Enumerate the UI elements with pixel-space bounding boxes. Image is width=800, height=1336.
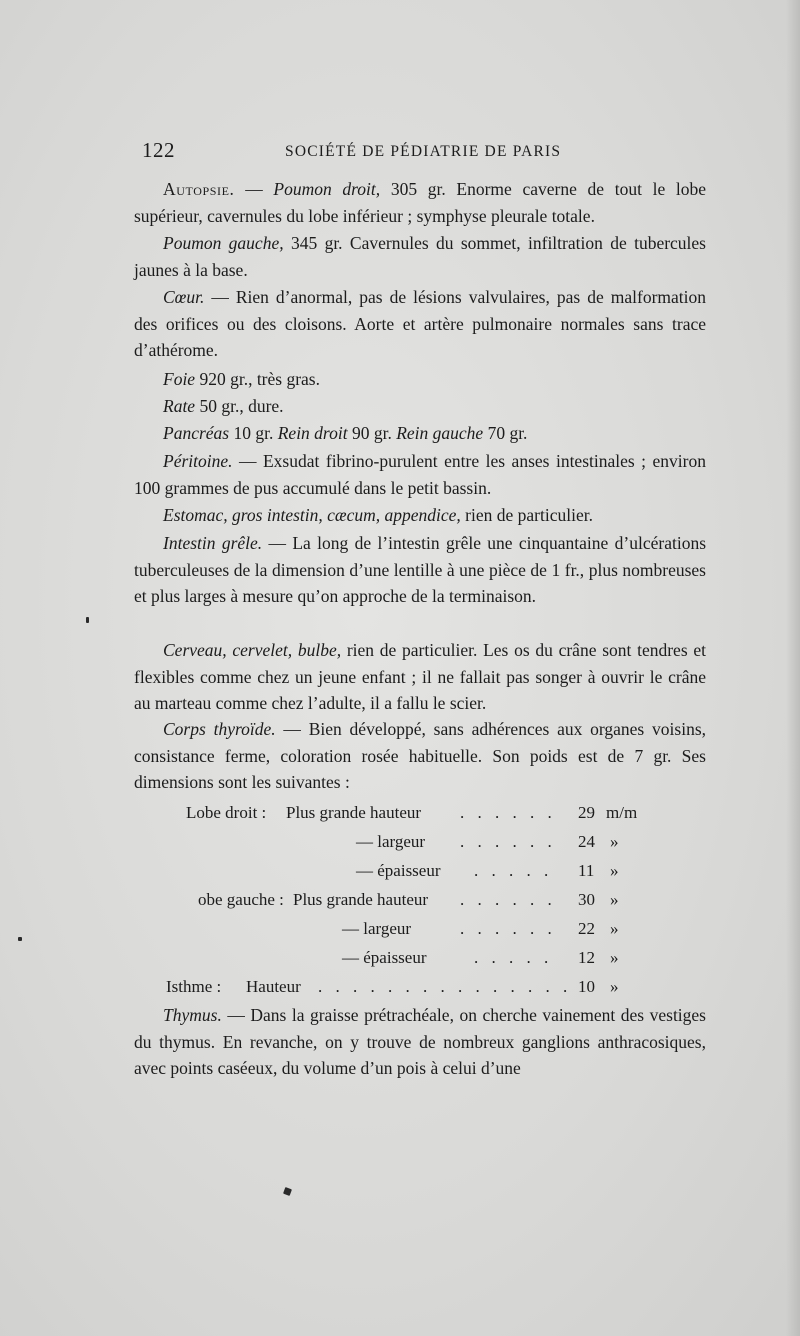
print-speck [283, 1187, 292, 1196]
running-title: SOCIÉTÉ DE PÉDIATRIE DE PARIS [285, 143, 562, 160]
paragraph-autopsie [134, 176, 706, 229]
organ-pancreas: Pancréas [163, 423, 230, 443]
organ-rein-droit: Rein droit [277, 423, 348, 443]
table-row [134, 832, 706, 861]
row-unit: » [610, 832, 619, 851]
row-value: 22 [578, 919, 595, 938]
row-unit: » [610, 890, 619, 909]
paragraph-text: — Exsudat fibrino-purulent entre les anses intestinales ; environ 100 grammes de pus accumulé dans le petit bassin. [134, 451, 706, 498]
row-measure: — largeur [356, 832, 426, 851]
page-edge-shadow [786, 0, 800, 1336]
organ-intestin-grele: Intestin grêle. [163, 533, 263, 553]
row-value: 12 [578, 948, 595, 967]
page-number: 122 [142, 138, 175, 162]
organ-rate: Rate [163, 396, 196, 416]
paragraph-poumon-gauche [134, 230, 706, 283]
row-leader-dots: . . . . . . [460, 832, 557, 851]
row-leader-dots: . . . . . . [460, 919, 557, 938]
row-group-label: Lobe droit : [186, 803, 267, 822]
paragraph-text: 10 gr. [229, 423, 278, 443]
row-measure: — épaisseur [356, 861, 441, 880]
organ-thymus: Thymus. [163, 1005, 222, 1025]
organ-poumon-gauche: Poumon gauche, [163, 233, 284, 253]
paragraph-thymus [134, 1002, 706, 1082]
autopsie-label: Autopsie. [163, 179, 235, 199]
table-row [134, 861, 706, 890]
table-row [134, 890, 706, 919]
paragraph-intestin-grele [134, 530, 706, 610]
row-measure: Plus grande hauteur [286, 803, 422, 822]
row-group-label: obe gauche : [198, 890, 284, 909]
paragraph-text: — Dans la graisse prétrachéale, on cherche vainement des vestiges du thymus. En revanche, on y trouve de nombreux ganglions anthracosiques, avec points caséeux, du volume d’un pois à celui d’une [134, 1005, 706, 1079]
paragraph-estomac [134, 502, 706, 529]
organ-coeur: Cœur. [163, 287, 205, 307]
paragraph-text: 90 gr. [347, 423, 397, 443]
dash: — [234, 179, 274, 199]
organ-peritoine: Péritoine. [163, 451, 233, 471]
row-measure: Plus grande hauteur [293, 890, 429, 909]
row-value: 30 [578, 890, 595, 909]
paragraph-text: — Rien d’anormal, pas de lésions valvulaires, pas de malformation des orifices ou des cloisons. Aorte et artère pulmonaire normales sans trace d’athérome. [134, 287, 706, 361]
row-unit: » [610, 919, 619, 938]
paragraph-text: rien de particulier. Les os du crâne sont tendres et flexibles comme chez un jeune enfant ; il ne fallait pas songer à ouvrir le crâne au marteau comme chez l’adulte, il a fallu le scier. [134, 640, 706, 714]
paragraph-text: — Bien développé, sans adhérences aux organes voisins, consistance ferme, coloration rosée habituelle. Son poids est de 7 gr. Ses dimensions sont les suivantes : [134, 719, 707, 793]
row-leader-dots: . . . . . . [460, 890, 557, 909]
organ-rein-gauche: Rein gauche [396, 423, 484, 443]
organ-cerveau: Cerveau, cervelet, bulbe, [163, 640, 342, 660]
print-speck [18, 937, 22, 941]
table-row [134, 919, 706, 948]
row-leader-dots: . . . . . . [460, 803, 557, 822]
row-unit: » [610, 977, 619, 996]
paragraph-foie [134, 366, 706, 393]
paragraph-coeur [134, 284, 706, 364]
paragraph-text: — La long de l’intestin grêle une cinquantaine d’ulcérations tuberculeuses de la dimension d’une lentille à une pièce de 1 fr., plus nombreuses et plus larges à mesure qu’on approche de la terminaison. [134, 533, 706, 607]
paragraph-text: 50 gr., dure. [195, 396, 284, 416]
page-header [142, 138, 702, 168]
row-leader-dots: . . . . . [474, 861, 553, 880]
row-value: 29 [578, 803, 595, 822]
paragraph-text: 920 gr., très gras. [195, 369, 320, 389]
row-unit: » [610, 948, 619, 967]
row-leader-dots: . . . . . [474, 948, 553, 967]
row-unit: » [610, 861, 619, 880]
paragraph-pancreas-reins [134, 420, 706, 447]
row-unit: m/m [606, 803, 638, 822]
table-row [134, 948, 706, 977]
organ-corps-thyroide: Corps thyroïde. [163, 719, 276, 739]
paragraph-cerveau [134, 637, 706, 717]
print-speck [86, 617, 89, 623]
organ-estomac: Estomac, gros intestin, cæcum, appendice, [163, 505, 461, 525]
paragraph-text: 70 gr. [483, 423, 528, 443]
paragraph-text: 305 gr. Enorme caverne de tout le lobe supérieur, cavernules du lobe inférieur ; symphyse pleurale totale. [134, 179, 707, 226]
organ-poumon-droit: Poumon droit, [273, 179, 381, 199]
paragraph-text: 345 gr. Cavernules du sommet, infiltration de tubercules jaunes à la base. [134, 233, 706, 280]
table-row [134, 803, 706, 832]
organ-foie: Foie [163, 369, 196, 389]
thyroid-dimensions-table [134, 803, 706, 1006]
row-value: 24 [578, 832, 595, 851]
row-measure: — épaisseur [342, 948, 427, 967]
paragraph-rate [134, 393, 706, 420]
paragraph-peritoine [134, 448, 706, 501]
row-leader-dots: . . . . . . . . . . . . . . . [318, 977, 572, 996]
row-measure: — largeur [342, 919, 412, 938]
row-value: 10 [578, 977, 595, 996]
paragraph-corps-thyroide [134, 716, 706, 796]
paragraph-text: rien de particulier. [460, 505, 593, 525]
row-group-label: Isthme : [166, 977, 222, 996]
row-value: 11 [578, 861, 595, 880]
row-measure: Hauteur [246, 977, 301, 996]
